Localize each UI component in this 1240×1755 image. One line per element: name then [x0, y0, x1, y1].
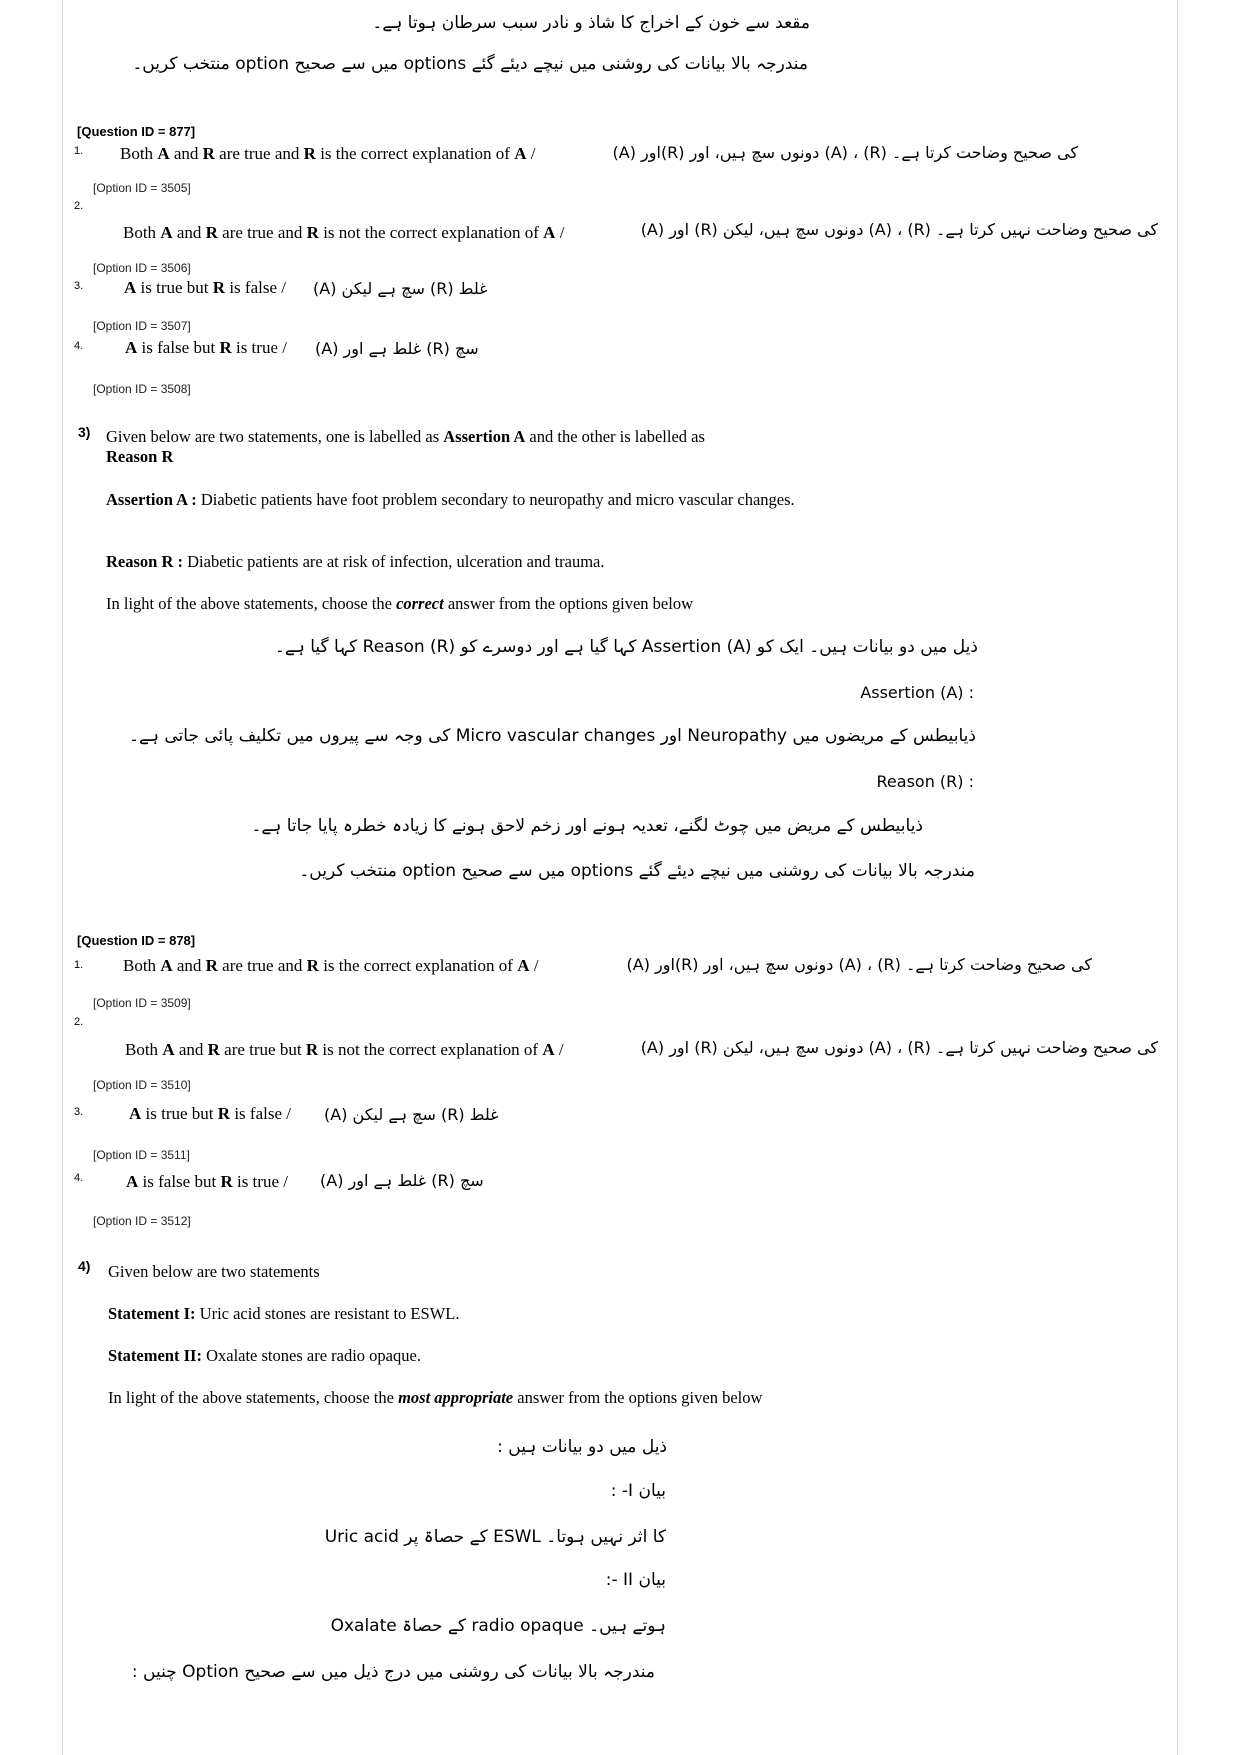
option-number: 2. [74, 200, 84, 212]
option-id: [Option ID = 3510] [93, 1078, 191, 1092]
option-number: 4. [74, 340, 84, 352]
urdu-instruction: مندرجہ بالا بیانات کی روشنی میں درج ذیل میں سے صحیح Option چنیں : [131, 1662, 655, 1682]
option-urdu: (A) اور(R) دونوں سچ ہیں، اور (A) ، (R) کی صحیح وضاحت کرتا ہے۔ [626, 955, 1092, 974]
option-id: [Option ID = 3507] [93, 319, 191, 333]
option-text[interactable]: A is false but R is true / [125, 338, 287, 357]
option-number: 4. [74, 1172, 84, 1184]
option-id: [Option ID = 3509] [93, 996, 191, 1010]
option-urdu: (A) اور(R) دونوں سچ ہیں، اور (A) ، (R) کی صحیح وضاحت کرتا ہے۔ [612, 143, 1078, 162]
statement-two: Statement II: Oxalate stones are radio opaque. [108, 1346, 421, 1365]
question-id: [Question ID = 877] [77, 124, 196, 139]
instruction: In light of the above statements, choose the correct answer from the options given below [106, 594, 693, 613]
urdu-instruction: مندرجہ بالا بیانات کی روشنی میں نیچے دیئے گئے options میں سے صحیح option منتخب کریں۔ [299, 861, 975, 881]
option-number: 1. [74, 145, 84, 157]
option-urdu: (A) سچ ہے لیکن (R) غلط [313, 279, 488, 298]
option-urdu: (A) غلط ہے اور (R) سچ [320, 1171, 484, 1190]
urdu-reason-label: Reason (R) : [876, 772, 974, 791]
statement-one: Statement I: Uric acid stones are resistant to ESWL. [108, 1304, 460, 1323]
option-number: 3. [74, 280, 84, 292]
urdu-intro: ذیل میں دو بیانات ہیں : [497, 1437, 667, 1457]
urdu-assertion: ذیابیطس کے مریضوں میں Neuropathy اور Micro vascular changes کی وجہ سے پیروں میں تکلیف پائی جاتی ہے۔ [129, 726, 976, 746]
option-id: [Option ID = 3511] [93, 1148, 190, 1162]
option-text[interactable]: A is true but R is false / [124, 278, 286, 297]
option-text[interactable]: A is true but R is false / [129, 1104, 291, 1123]
urdu-statement-one: Uric acid کے حصاۃ پر ESWL کا اثر نہیں ہوتا۔ [324, 1527, 666, 1547]
option-text[interactable]: Both A and R are true but R is not the correct explanation of A / [125, 1040, 564, 1059]
question-intro: Given below are two statements [108, 1262, 320, 1281]
option-number: 2. [74, 1016, 84, 1028]
option-urdu: (A) اور (R) دونوں سچ ہیں، لیکن (A) ، (R) کی صحیح وضاحت نہیں کرتا ہے۔ [640, 1038, 1158, 1057]
option-id: [Option ID = 3505] [93, 181, 191, 195]
option-text[interactable]: Both A and R are true and R is the correct explanation of A / [123, 956, 539, 975]
option-id: [Option ID = 3508] [93, 382, 191, 396]
option-urdu: (A) اور (R) دونوں سچ ہیں، لیکن (A) ، (R) کی صحیح وضاحت نہیں کرتا ہے۔ [640, 220, 1158, 239]
option-urdu: (A) سچ ہے لیکن (R) غلط [324, 1105, 499, 1124]
urdu-statement-one-label: بیان I- : [610, 1481, 666, 1501]
option-urdu: (A) غلط ہے اور (R) سچ [315, 339, 479, 358]
urdu-statement-two: Oxalate کے حصاۃ radio opaque ہوتے ہیں۔ [330, 1616, 666, 1636]
urdu-line: مقعد سے خون کے اخراج کا شاذ و نادر سبب سرطان ہوتا ہے۔ [372, 13, 810, 33]
option-number: 3. [74, 1106, 84, 1118]
option-number: 1. [74, 959, 84, 971]
urdu-instruction: مندرجہ بالا بیانات کی روشنی میں نیچے دیئے گئے options میں سے صحیح option منتخب کریں۔ [132, 54, 808, 74]
option-id: [Option ID = 3506] [93, 261, 191, 275]
reason-statement: Reason R : Diabetic patients are at risk of infection, ulceration and trauma. [106, 552, 605, 571]
urdu-assertion-label: Assertion (A) : [860, 683, 974, 702]
option-text[interactable]: A is false but R is true / [126, 1172, 288, 1191]
option-text[interactable]: Both A and R are true and R is not the correct explanation of A / [123, 223, 565, 242]
assertion-statement: Assertion A : Diabetic patients have foot problem secondary to neuropathy and micro vascular changes. [106, 490, 795, 509]
instruction: In light of the above statements, choose the most appropriate answer from the options given below [108, 1388, 763, 1407]
option-text[interactable]: Both A and R are true and R is the correct explanation of A / [120, 144, 536, 163]
question-intro: Given below are two statements, one is labelled as Assertion A and the other is labelled as Reason R [106, 427, 705, 466]
option-id: [Option ID = 3512] [93, 1214, 191, 1228]
question-number: 3) [78, 424, 91, 440]
urdu-reason: ذیابیطس کے مریض میں چوٹ لگنے، تعدیہ ہونے اور زخم لاحق ہونے کا زیادہ خطرہ پایا جاتا ہے۔ [251, 816, 923, 836]
urdu-intro: ذیل میں دو بیانات ہیں۔ ایک کو Assertion (A) کہا گیا ہے اور دوسرے کو Reason (R) کہا گیا ہے۔ [274, 637, 978, 657]
question-id: [Question ID = 878] [77, 933, 196, 948]
question-number: 4) [78, 1258, 91, 1274]
urdu-statement-two-label: بیان II -: [605, 1570, 666, 1590]
